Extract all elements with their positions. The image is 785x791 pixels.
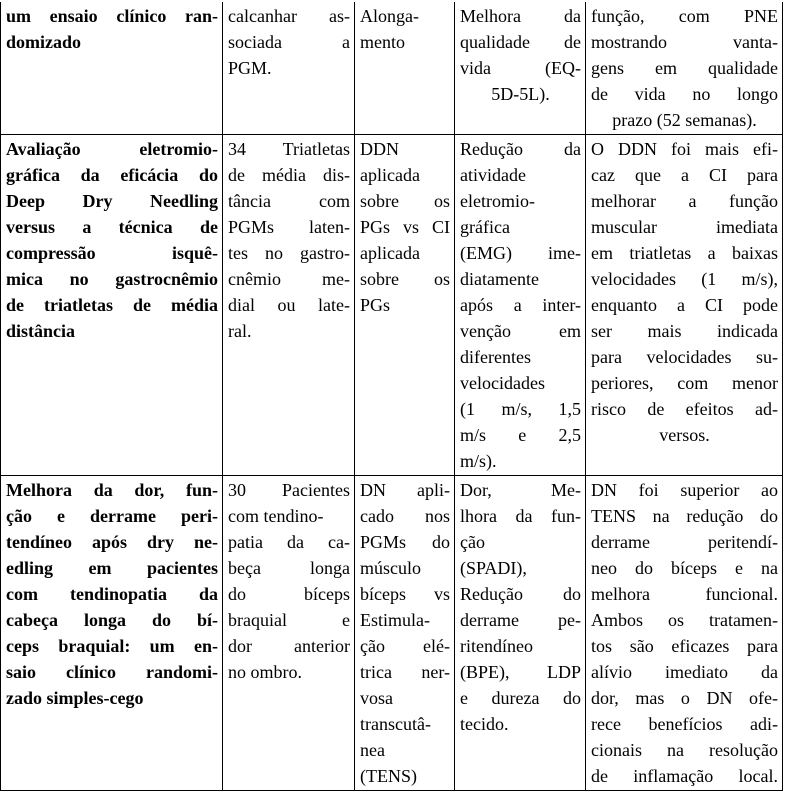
sample-line: ral.: [228, 321, 252, 341]
outcomes-cell: [455, 135, 586, 476]
study-title-line: ção e derrame peri-: [6, 506, 218, 526]
intervention-line: PGs vs CI: [360, 217, 450, 237]
intervention-line: PGs: [360, 295, 391, 315]
outcomes-line: tecido.: [460, 714, 509, 734]
intervention-line: cado nos: [360, 506, 450, 526]
outcomes-line: diferentes: [460, 347, 531, 367]
intervention-line: trica ner-: [360, 662, 450, 682]
sample-line: no ombro.: [228, 662, 302, 682]
sample-line: de média dis-: [228, 165, 350, 185]
sample-line: PGM.: [228, 58, 272, 78]
results-line: gens em qualidade: [591, 58, 778, 78]
results-line: cionais na resolução: [591, 740, 778, 760]
intervention-line: DN apli-: [360, 480, 450, 500]
study-title-line: versus a técnica de: [6, 217, 218, 237]
sample-line: tância com: [228, 191, 350, 211]
sample-line: calcanhar as-: [228, 6, 350, 26]
outcomes-line: gráfica: [460, 217, 510, 237]
outcomes-line: vida (EQ-: [460, 58, 581, 78]
study-title-line: Deep Dry Needling: [6, 191, 218, 211]
outcomes-line: diatamente: [460, 269, 539, 289]
intervention-line: Estimula-: [360, 610, 430, 630]
results-line: TENS na redução do: [591, 506, 778, 526]
results-line: ser mais indicada: [591, 321, 778, 341]
results-line: alívio imediato da: [591, 662, 778, 682]
sample-line: 34 Triatletas: [228, 139, 350, 159]
results-line: em triatletas a baixas: [591, 243, 778, 263]
study-title-line: edling em pacientes: [6, 558, 218, 578]
study-title-line: domizado: [6, 32, 82, 52]
study-title-line: gráfica da eficácia do: [6, 165, 218, 185]
study-title-line: de triatletas de média: [6, 295, 218, 315]
results-line: melhora funcional.: [591, 584, 778, 604]
results-line: rece benefícios adi-: [591, 714, 778, 734]
study-title-line: Avaliação eletromio-: [6, 139, 218, 159]
results-line: versos.: [659, 425, 710, 445]
results-line: tos são eficazes para: [591, 636, 778, 656]
intervention-line: aplicada: [360, 243, 420, 263]
outcomes-line: velocidades: [460, 373, 545, 393]
results-line: dor, mas o DN ofe-: [591, 688, 778, 708]
results-line: Ambos os tratamen-: [591, 610, 778, 630]
results-line: muscular imediata: [591, 217, 778, 237]
results-line: derrame peritendí-: [591, 532, 778, 552]
study-title-line: distância: [6, 321, 76, 341]
sample-cell: [223, 476, 355, 791]
study-title-cell: [1, 135, 223, 476]
intervention-line: PGMs do: [360, 532, 450, 552]
intervention-line: vosa: [360, 688, 393, 708]
study-title-line: mica no gastrocnêmio: [6, 269, 218, 289]
table-row: [1, 476, 783, 791]
outcomes-line: (BPE), LDP: [460, 662, 581, 682]
intervention-line: transcutâ-: [360, 714, 431, 734]
study-title-line: Melhora da dor, fun-: [6, 480, 218, 500]
results-line: mostrando vanta-: [591, 32, 778, 52]
study-title-line: um ensaio clínico ran-: [6, 6, 218, 26]
outcomes-line: 5D-5L).: [491, 84, 550, 104]
outcomes-line: (EMG) ime-: [460, 243, 581, 263]
intervention-line: mento: [360, 32, 405, 52]
intervention-cell: [355, 2, 455, 135]
intervention-line: sobre os: [360, 191, 450, 211]
intervention-line: bíceps vs: [360, 584, 450, 604]
outcomes-line: ritendíneo: [460, 636, 533, 656]
sample-line: PGMs laten-: [228, 217, 350, 237]
intervention-line: músculo: [360, 558, 421, 578]
intervention-line: (TENS): [360, 766, 417, 786]
outcomes-line: (1 m/s, 1,5: [460, 399, 581, 419]
results-line: prazo (52 semanas).: [612, 110, 757, 130]
outcomes-line: Dor, Me-: [460, 480, 581, 500]
sample-line: com tendino-: [228, 506, 324, 526]
outcomes-line: qualidade de: [460, 32, 581, 52]
results-line: velocidades (1 m/s),: [591, 269, 778, 289]
table-row: [1, 2, 783, 135]
results-line: para velocidades su-: [591, 347, 778, 367]
sample-line: patia da ca-: [228, 532, 350, 552]
study-title-line: tendíneo após dry ne-: [6, 532, 218, 552]
intervention-line: Alonga-: [360, 6, 419, 26]
outcomes-line: Redução do: [460, 584, 581, 604]
outcomes-line: Redução da: [460, 139, 581, 159]
results-line: DN foi superior ao: [591, 480, 778, 500]
sample-line: beça longa: [228, 558, 350, 578]
results-line: melhorar a função: [591, 191, 778, 211]
sample-line: 30 Pacientes: [228, 480, 350, 500]
intervention-line: nea: [360, 740, 385, 760]
outcomes-line: após a inter-: [460, 295, 581, 315]
study-title-line: com tendinopatia da: [6, 584, 218, 604]
results-line: caz que a CI para: [591, 165, 778, 185]
table-row: [1, 135, 783, 476]
outcomes-line: m/s).: [460, 451, 497, 471]
outcomes-line: Melhora da: [460, 6, 581, 26]
study-title-cell: [1, 476, 223, 791]
study-title-line: compressão isquê-: [6, 243, 218, 263]
results-line: O DDN foi mais efi-: [591, 139, 778, 159]
outcomes-line: eletromio-: [460, 191, 535, 211]
intervention-line: sobre os: [360, 269, 450, 289]
study-title-line: saio clínico randomi-: [6, 662, 218, 682]
results-cell: [586, 135, 783, 476]
sample-line: tes no gastro-: [228, 243, 350, 263]
results-cell: [586, 476, 783, 791]
intervention-line: ção elé-: [360, 636, 450, 656]
intervention-line: DDN: [360, 139, 399, 159]
intervention-cell: [355, 476, 455, 791]
sample-line: dial ou late-: [228, 295, 350, 315]
sample-cell: [223, 135, 355, 476]
sample-line: braquial e: [228, 610, 350, 630]
outcomes-cell: [455, 2, 586, 135]
results-line: de inflamação local.: [591, 766, 778, 786]
results-line: risco de efeitos ad-: [591, 399, 778, 419]
outcomes-line: (SPADI),: [460, 558, 527, 578]
results-line: enquanto a CI pode: [591, 295, 778, 315]
sample-cell: [223, 2, 355, 135]
sample-line: dor anterior: [228, 636, 350, 656]
study-title-cell: [1, 2, 223, 135]
outcomes-line: atividade: [460, 165, 526, 185]
results-line: função, com PNE: [591, 6, 778, 26]
sample-line: do bíceps: [228, 584, 350, 604]
sample-line: cnêmio me-: [228, 269, 350, 289]
outcomes-line: venção em: [460, 321, 581, 341]
results-line: de vida no longo: [591, 84, 778, 104]
outcomes-line: ção: [460, 532, 485, 552]
study-title-line: ceps braquial: um en-: [6, 636, 218, 656]
outcomes-line: derrame pe-: [460, 610, 581, 630]
study-title-line: zado simples-cego: [6, 688, 144, 708]
sample-line: sociada a: [228, 32, 350, 52]
studies-table: [0, 2, 783, 791]
results-line: periores, com menor: [591, 373, 778, 393]
intervention-line: aplicada: [360, 165, 420, 185]
intervention-cell: [355, 135, 455, 476]
results-line: neo do bíceps e na: [591, 558, 778, 578]
outcomes-line: m/s e 2,5: [460, 425, 581, 445]
results-cell: [586, 2, 783, 135]
outcomes-line: lhora da fun-: [460, 506, 581, 526]
outcomes-cell: [455, 476, 586, 791]
study-title-line: cabeça longa do bí-: [6, 610, 218, 630]
outcomes-line: e dureza do: [460, 688, 581, 708]
